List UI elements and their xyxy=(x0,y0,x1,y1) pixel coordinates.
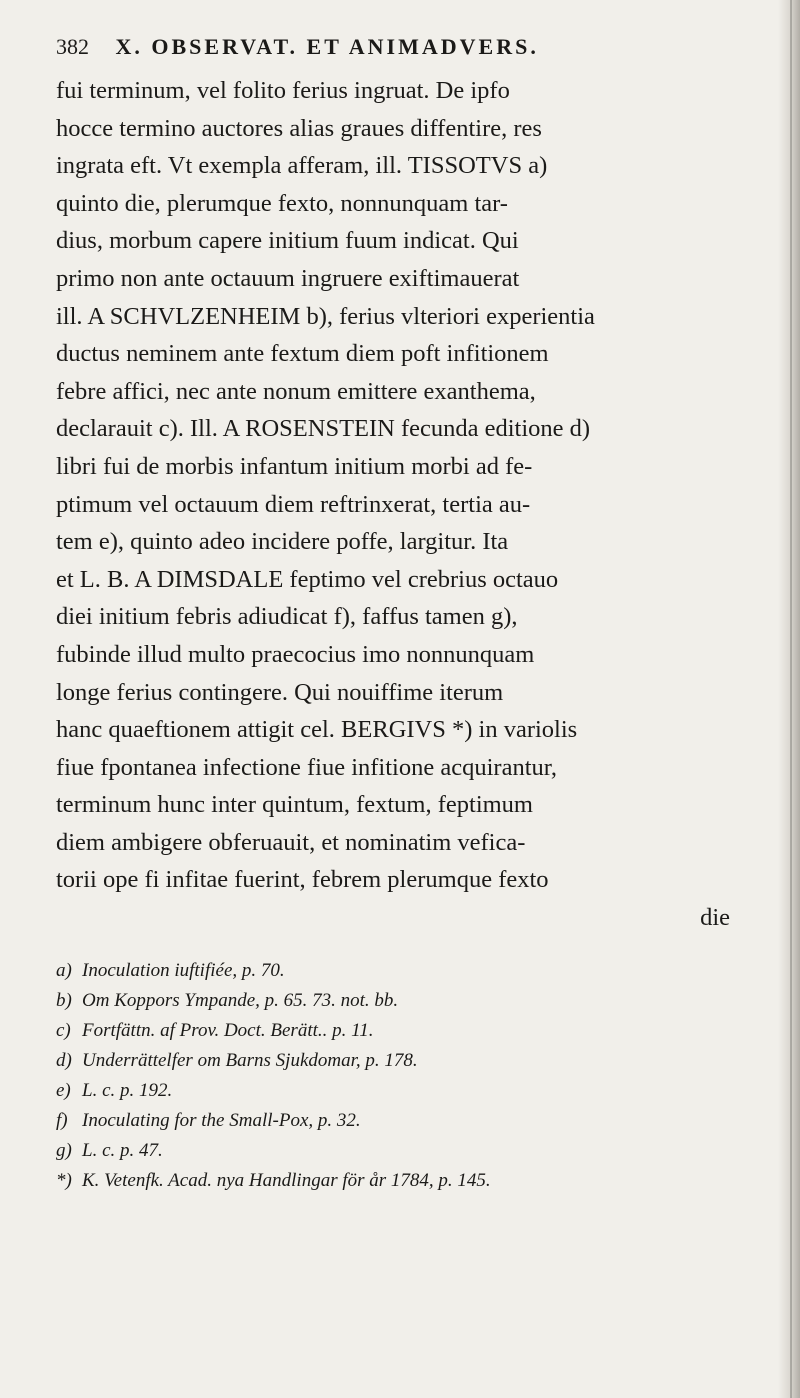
binding-edge xyxy=(790,0,792,1398)
text-line: libri fui de morbis infantum initium morbi ad fe- xyxy=(56,452,533,480)
footnote-mark: a) xyxy=(56,960,72,981)
text-line: hanc quaeftionem attigit cel. BERGIVS *) in variolis xyxy=(56,716,578,744)
text-line: diei initium febris adiudicat f), faffus tamen g), xyxy=(56,603,518,631)
text-line: hocce termino auctores alias graues diffentire, res xyxy=(56,114,542,142)
text-line: ptimum vel octauum diem reftrinxerat, tertia au- xyxy=(56,490,531,518)
footnote-text: Underrättelfer om Barns Sjukdomar, p. 178. xyxy=(82,1050,418,1071)
binding-shadow xyxy=(778,0,800,1398)
footnote xyxy=(56,1016,772,1046)
page-number: 382 xyxy=(56,34,89,59)
text-line: febre affici, nec ante nonum emittere exanthema, xyxy=(56,377,536,405)
text-line: tem e), quinto adeo incidere poffe, largitur. Ita xyxy=(56,528,509,556)
text-line: terminum hunc inter quintum, fextum, feptimum xyxy=(56,791,533,819)
footnote xyxy=(56,986,772,1016)
footnote-mark: e) xyxy=(56,1080,71,1101)
footnote-mark: g) xyxy=(56,1140,72,1161)
text-line: dius, morbum capere initium fuum indicat. Qui xyxy=(56,227,519,255)
text-line: et L. B. A DIMSDALE feptimo vel crebrius octauo xyxy=(56,565,559,593)
footnote-mark: f) xyxy=(56,1110,68,1131)
body-text xyxy=(56,72,772,937)
running-header xyxy=(56,34,756,68)
text-line: diem ambigere obferuauit, et nominatim vefica- xyxy=(56,828,526,856)
footnote xyxy=(56,1106,772,1136)
footnote-text: Inoculating for the Small-Pox, p. 32. xyxy=(82,1110,361,1131)
text-line: quinto die, plerumque fexto, nonnunquam tar- xyxy=(56,189,508,217)
text-line: primo non ante octauum ingruere exiftimauerat xyxy=(56,264,520,292)
footnote xyxy=(56,1046,772,1076)
text-line: ductus neminem ante fextum diem poft infitionem xyxy=(56,340,549,368)
footnotes xyxy=(56,956,772,1196)
footnote-text: Inoculation iuftifiée, p. 70. xyxy=(82,960,285,981)
text-line: torii ope fi infitae fuerint, febrem plerumque fexto xyxy=(56,866,549,894)
text-line: fui terminum, vel folito ferius ingruat. De ipfo xyxy=(56,77,510,104)
footnote-text: L. c. p. 192. xyxy=(82,1080,173,1101)
text-line: longe ferius contingere. Qui nouiffime iterum xyxy=(56,678,504,706)
text-line: fubinde illud multo praecocius imo nonnunquam xyxy=(56,640,535,668)
footnote-mark: b) xyxy=(56,990,72,1011)
text-line: ingrata eft. Vt exempla afferam, ill. TISSOTVS a) xyxy=(56,152,548,180)
footnote-text: Om Koppors Ympande, p. 65. 73. not. bb. xyxy=(82,990,399,1011)
footnote xyxy=(56,1136,772,1166)
text-line: declarauit c). Ill. A ROSENSTEIN fecunda editione d) xyxy=(56,415,591,443)
footnote-text: K. Vetenfk. Acad. nya Handlingar för år 1784, p. 145. xyxy=(82,1170,491,1191)
text-line: fiue fpontanea infectione fiue infitione acquirantur, xyxy=(56,753,558,781)
footnote-mark: c) xyxy=(56,1020,71,1041)
footnote xyxy=(56,1076,772,1106)
footnote-mark: *) xyxy=(56,1170,72,1191)
text-line: ill. A SCHVLZENHEIM b), ferius vlteriori experientia xyxy=(56,302,595,330)
footnote-text: Fortfättn. af Prov. Doct. Berätt.. p. 11. xyxy=(82,1020,374,1041)
running-title: X. OBSERVAT. ET ANIMADVERS. xyxy=(115,34,539,59)
footnote-text: L. c. p. 47. xyxy=(82,1140,163,1161)
footnote xyxy=(56,956,772,986)
catchword: die xyxy=(700,904,730,932)
footnote xyxy=(56,1166,772,1196)
footnote-mark: d) xyxy=(56,1050,72,1071)
